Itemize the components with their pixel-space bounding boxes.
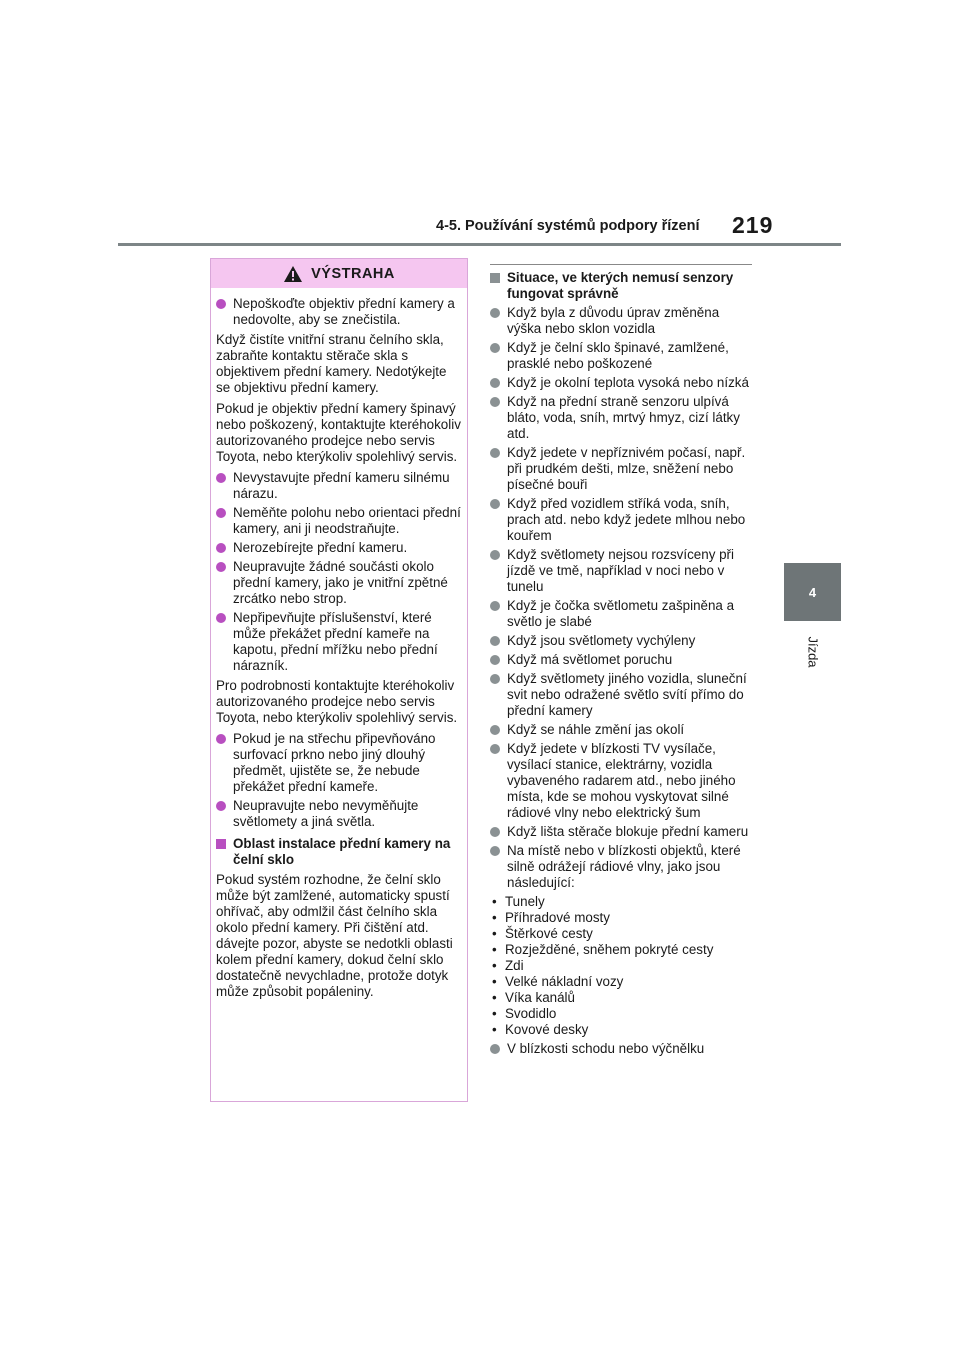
list-item-text: Když jedete v nepříznivém počasí, např. při prudkém dešti, mlze, sněžení nebo písečné bouři (507, 445, 746, 492)
bullet-dot-icon (490, 827, 500, 837)
situations-section (490, 264, 752, 1060)
paragraph: Pro podrobnosti kontaktujte kteréhokoliv autorizovaného prodejce nebo servis Toyota, nebo kterýkoliv spolehlivý servis. (216, 678, 458, 725)
list-item-text: Když jedete v blízkosti TV vysílače, vysílací stanice, elektrárny, vozidla vybaveného radarem atd., nebo jiného místa, kde se mohou vyskytovat silné rádiové vlny nebo elektrický šum (507, 741, 736, 820)
warning-triangle-icon (283, 265, 303, 283)
list-item (216, 505, 462, 537)
bullet-dot-icon (490, 448, 500, 458)
section-title: 4-5. Používání systémů podpory řízení (436, 218, 700, 234)
list-item (490, 652, 752, 668)
list-item-text: Neměňte polohu nebo orientaci přední kamery, ani ji neodstraňujte. (233, 505, 461, 536)
list-item (216, 296, 462, 328)
warning-title: VÝSTRAHA (311, 265, 395, 282)
list-item-text: Když světlomety nejsou rozsvíceny při jízdě ve tmě, například v noci nebo v tunelu (507, 547, 734, 594)
situations-list (490, 305, 752, 1057)
list-item-text: Když se náhle změní jas okolí (507, 722, 685, 737)
list-item-text: Když na přední straně senzoru ulpívá bláto, voda, sníh, mrtvý hmyz, cizí látky atd. (507, 394, 740, 441)
bullet-dot-icon (490, 636, 500, 646)
bullet-dot-icon (490, 550, 500, 560)
warning-box (210, 258, 468, 1102)
bullet-dot-icon (216, 543, 226, 553)
bullet-dot-icon (490, 725, 500, 735)
list-item-text: Když byla z důvodu úprav změněna výška nebo sklon vozidla (507, 305, 720, 336)
list-item (490, 741, 752, 821)
list-item (490, 722, 752, 738)
bullet-dot-icon (490, 308, 500, 318)
list-item-text: Když před vozidlem stříká voda, sníh, prach atd. nebo když jedete mlhou nebo kouřem (507, 496, 746, 543)
section-divider (490, 264, 752, 265)
bullet-dot-icon (490, 846, 500, 856)
header-divider (118, 243, 841, 246)
list-item (216, 798, 462, 830)
bullet-dot-icon (490, 655, 500, 665)
sub-list-item: • Svodidlo (490, 1006, 752, 1022)
list-item-text: Nevystavujte přední kameru silnému nárazu. (233, 470, 450, 501)
sub-heading-text: Oblast instalace přední kamery na čelní sklo (233, 836, 451, 867)
list-item (490, 496, 752, 544)
bullet-dot-icon (490, 343, 500, 353)
paragraph: Pokud systém rozhodne, že čelní sklo může být zamlžené, automaticky spustí ohřívač, aby odmlžil část čelního skla okolo přední kamery. Při čištění atd. dávejte pozor, abyste se nedotkli oblasti kolem přední kamery, dokud čelní sklo dostatečně nevychladne, protože dotyk může způsobit popáleniny. (216, 872, 453, 999)
list-item (490, 671, 752, 719)
list-item-text: Když je okolní teplota vysoká nebo nízká (507, 375, 749, 390)
list-item-text: Pokud je na střechu připevňováno surfovací prkno nebo jiný dlouhý předmět, ujistěte se, že nebude překážet přední kameře. (233, 731, 436, 794)
list-item (216, 731, 462, 795)
chapter-label-text: Jízda (805, 636, 821, 668)
bullet-dot-icon (216, 734, 226, 744)
list-item-text: Když lišta stěrače blokuje přední kameru (507, 824, 749, 839)
sub-list-item: • Příhradové mosty (490, 910, 752, 926)
list-item-text: Neupravujte nebo nevyměňujte světlomety a jiná světla. (233, 798, 419, 829)
bullet-dot-icon (490, 499, 500, 509)
bullet-dot-icon (490, 1044, 500, 1054)
list-item (490, 547, 752, 595)
bullet-dot-icon (216, 562, 226, 572)
situations-heading-text: Situace, ve kterých nemusí senzory fungovat správně (507, 270, 734, 301)
list-item (490, 394, 752, 442)
list-item (216, 610, 462, 674)
bullet-dot-icon (490, 744, 500, 754)
list-item-text: Nepoškoďte objektiv přední kamery a nedovolte, aby se znečistila. (233, 296, 455, 327)
bullet-dot-icon (490, 674, 500, 684)
list-item (490, 445, 752, 493)
list-item-text: Nerozebírejte přední kameru. (233, 540, 408, 555)
bullet-dot-icon (490, 378, 500, 388)
square-bullet-icon (490, 273, 500, 283)
list-item-text: Když světlomety jiného vozidla, sluneční svit nebo odražené světlo svítí přímo do přední kamery (507, 671, 747, 718)
sub-list-item: • Kovové desky (490, 1022, 752, 1038)
list-item (490, 843, 752, 891)
list-item (216, 470, 462, 502)
chapter-label (803, 632, 823, 672)
bullet-dot-icon (216, 613, 226, 623)
bullet-dot-icon (490, 601, 500, 611)
chapter-number: 4 (808, 584, 817, 600)
warning-header (211, 259, 467, 288)
sub-list-item: • Víka kanálů (490, 990, 752, 1006)
list-item (490, 305, 752, 337)
list-item (490, 598, 752, 630)
list-item-text: Když je čočka světlometu zašpiněna a světlo je slabé (507, 598, 735, 629)
bullet-dot-icon (216, 801, 226, 811)
list-item-text: Když má světlomet poruchu (507, 652, 673, 667)
list-item (490, 1041, 752, 1057)
list-item-text: Neupravujte žádné součásti okolo přední kamery, jako je vnitřní zpětné zrcátko nebo strop. (233, 559, 448, 606)
list-item-text: Když je čelní sklo špinavé, zamlžené, prasklé nebo poškozené (507, 340, 729, 371)
list-item-text: Nepřipevňujte příslušenství, které může překážet přední kameře na kapotu, přední mřížku nebo přední nárazník. (233, 610, 438, 673)
warning-body (211, 288, 467, 1000)
sub-list-item: • Rozježděné, sněhem pokryté cesty (490, 942, 752, 958)
chapter-tab (784, 563, 841, 621)
bullet-dot-icon (216, 473, 226, 483)
sub-list-item: • Štěrkové cesty (490, 926, 752, 942)
paragraph: Když čistíte vnitřní stranu čelního skla, zabraňte kontaktu stěrače skla s objektivem přední kamery. Nedotýkejte se objektivu přední kamery. (216, 332, 447, 395)
list-item-text: Když jsou světlomety vychýleny (507, 633, 696, 648)
bullet-dot-icon (216, 508, 226, 518)
paragraph: Pokud je objektiv přední kamery špinavý nebo poškozený, kontaktujte kteréhokoliv autorizovaného prodejce nebo servis Toyota, nebo kterýkoliv spolehlivý servis. (216, 401, 461, 464)
sub-heading (216, 836, 462, 868)
page-number: 219 (732, 212, 774, 238)
sub-list-item: • Tunely (490, 894, 752, 910)
square-bullet-icon (216, 839, 226, 849)
list-item (490, 340, 752, 372)
list-item-text: Na místě nebo v blízkosti objektů, které silně odrážejí rádiové vlny, jako jsou následující: (507, 843, 741, 890)
list-item (490, 375, 752, 391)
list-item (490, 824, 752, 840)
sub-list (490, 894, 752, 1038)
bullet-dot-icon (490, 397, 500, 407)
list-item (216, 540, 462, 556)
list-item (490, 633, 752, 649)
list-item-text: V blízkosti schodu nebo výčnělku (507, 1041, 705, 1056)
sub-list-item: • Velké nákladní vozy (490, 974, 752, 990)
bullet-dot-icon (216, 299, 226, 309)
sub-list-item: • Zdi (490, 958, 752, 974)
situations-heading (490, 270, 752, 302)
list-item (216, 559, 462, 607)
